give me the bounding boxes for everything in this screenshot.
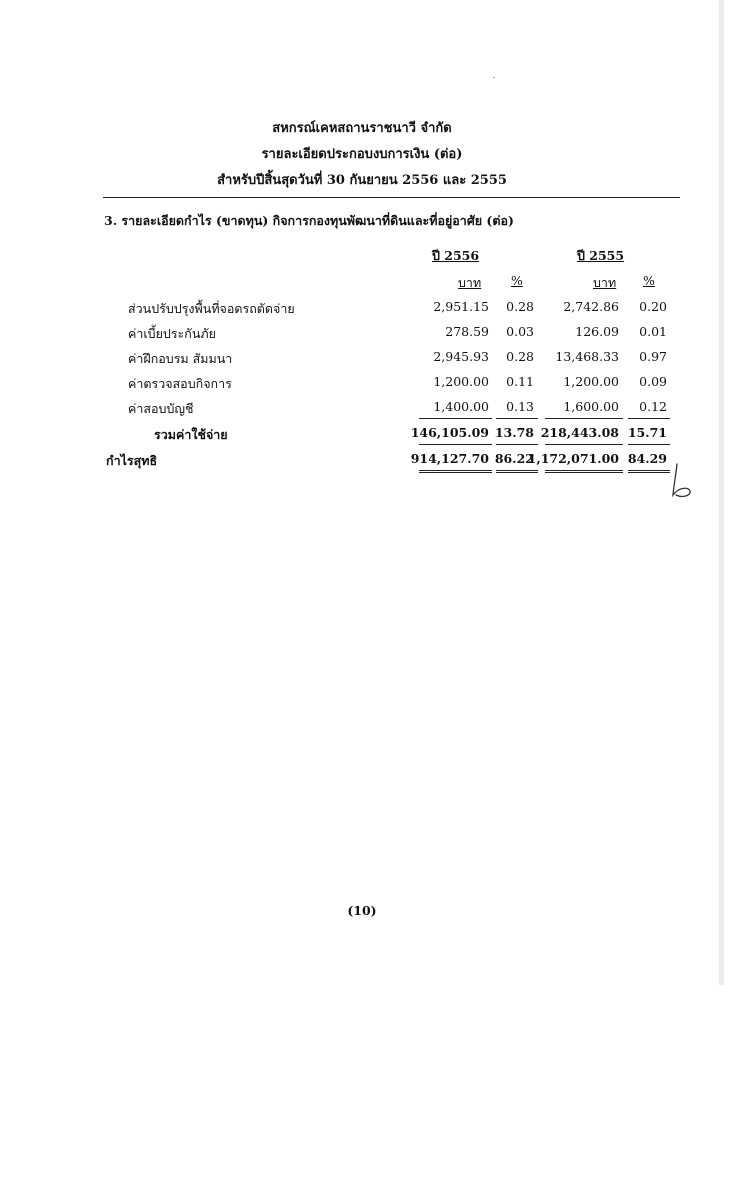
total-rule bbox=[628, 444, 670, 445]
column-year-2555: ปี 2555 bbox=[577, 248, 625, 263]
value-2556: 2,945.93 bbox=[433, 349, 489, 364]
pct-2556: 0.28 bbox=[506, 299, 534, 314]
pct-2555: 0.01 bbox=[639, 324, 667, 339]
pct-2556: 0.11 bbox=[506, 374, 534, 389]
unit-pct-2555: % bbox=[643, 273, 655, 288]
org-name: สหกรณ์เคหสถานราชนาวี จำกัด bbox=[272, 121, 452, 136]
value-2555: 13,468.33 bbox=[555, 349, 619, 364]
row-label: ส่วนปรับปรุงพื้นที่จอดรถตัดจ่าย bbox=[128, 301, 295, 316]
value-2555: 1,600.00 bbox=[563, 399, 619, 414]
row-label: ค่าตรวจสอบกิจการ bbox=[128, 376, 232, 391]
value-2556: 278.59 bbox=[445, 324, 489, 339]
scan-speck bbox=[493, 77, 495, 78]
column-year-2556: ปี 2556 bbox=[432, 248, 480, 263]
subtotal-rule bbox=[496, 418, 538, 419]
section-heading: 3. รายละเอียดกำไร (ขาดทุน) กิจการกองทุนพัฒนาที่ดินและที่อยู่อาศัย (ต่อ) bbox=[104, 213, 514, 228]
total-expense-pct-2555: 15.71 bbox=[627, 425, 667, 440]
double-rule bbox=[545, 470, 623, 473]
unit-pct-2556: % bbox=[511, 273, 523, 288]
pct-2555: 0.12 bbox=[639, 399, 667, 414]
total-rule bbox=[496, 444, 538, 445]
document-title: รายละเอียดประกอบงบการเงิน (ต่อ) bbox=[261, 147, 463, 162]
value-2555: 2,742.86 bbox=[563, 299, 619, 314]
row-label: ค่าฝึกอบรม สัมมนา bbox=[128, 351, 233, 366]
net-profit-2556: 914,127.70 bbox=[410, 451, 489, 466]
net-profit-2555: 1,172,071.00 bbox=[527, 451, 619, 466]
value-2556: 1,200.00 bbox=[433, 374, 489, 389]
net-profit-label: กำไรสุทธิ bbox=[106, 453, 158, 468]
header-rule bbox=[103, 197, 680, 198]
period-line: สำหรับปีสิ้นสุดวันที่ 30 กันยายน 2556 และ 2555 bbox=[217, 173, 507, 188]
value-2556: 2,951.15 bbox=[433, 299, 489, 314]
total-rule bbox=[545, 444, 623, 445]
value-2555: 1,200.00 bbox=[563, 374, 619, 389]
value-2555: 126.09 bbox=[575, 324, 619, 339]
total-expense-label: รวมค่าใช้จ่าย bbox=[154, 427, 228, 442]
subtotal-rule bbox=[419, 418, 492, 419]
value-2556: 1,400.00 bbox=[433, 399, 489, 414]
row-label: ค่าสอบบัญชี bbox=[128, 401, 194, 416]
double-rule bbox=[419, 470, 492, 473]
subtotal-rule bbox=[545, 418, 623, 419]
unit-baht-2556: บาท bbox=[458, 275, 482, 290]
double-rule bbox=[496, 470, 538, 473]
total-expense-2555: 218,443.08 bbox=[540, 425, 619, 440]
pct-2556: 0.13 bbox=[506, 399, 534, 414]
pct-2555: 0.20 bbox=[639, 299, 667, 314]
pct-2556: 0.03 bbox=[506, 324, 534, 339]
page-number: (10) bbox=[347, 903, 377, 918]
total-expense-pct-2556: 13.78 bbox=[494, 425, 534, 440]
unit-baht-2555: บาท bbox=[593, 275, 617, 290]
pct-2556: 0.28 bbox=[506, 349, 534, 364]
net-profit-pct-2556: 86.22 bbox=[494, 451, 534, 466]
total-rule bbox=[419, 444, 492, 445]
handwritten-initial-mark bbox=[668, 462, 698, 502]
subtotal-rule bbox=[628, 418, 670, 419]
double-rule bbox=[628, 470, 670, 473]
total-expense-2556: 146,105.09 bbox=[410, 425, 489, 440]
pct-2555: 0.09 bbox=[639, 374, 667, 389]
blank-margin bbox=[0, 985, 729, 1200]
pct-2555: 0.97 bbox=[639, 349, 667, 364]
net-profit-pct-2555: 84.29 bbox=[627, 451, 667, 466]
row-label: ค่าเบี้ยประกันภัย bbox=[128, 326, 216, 341]
